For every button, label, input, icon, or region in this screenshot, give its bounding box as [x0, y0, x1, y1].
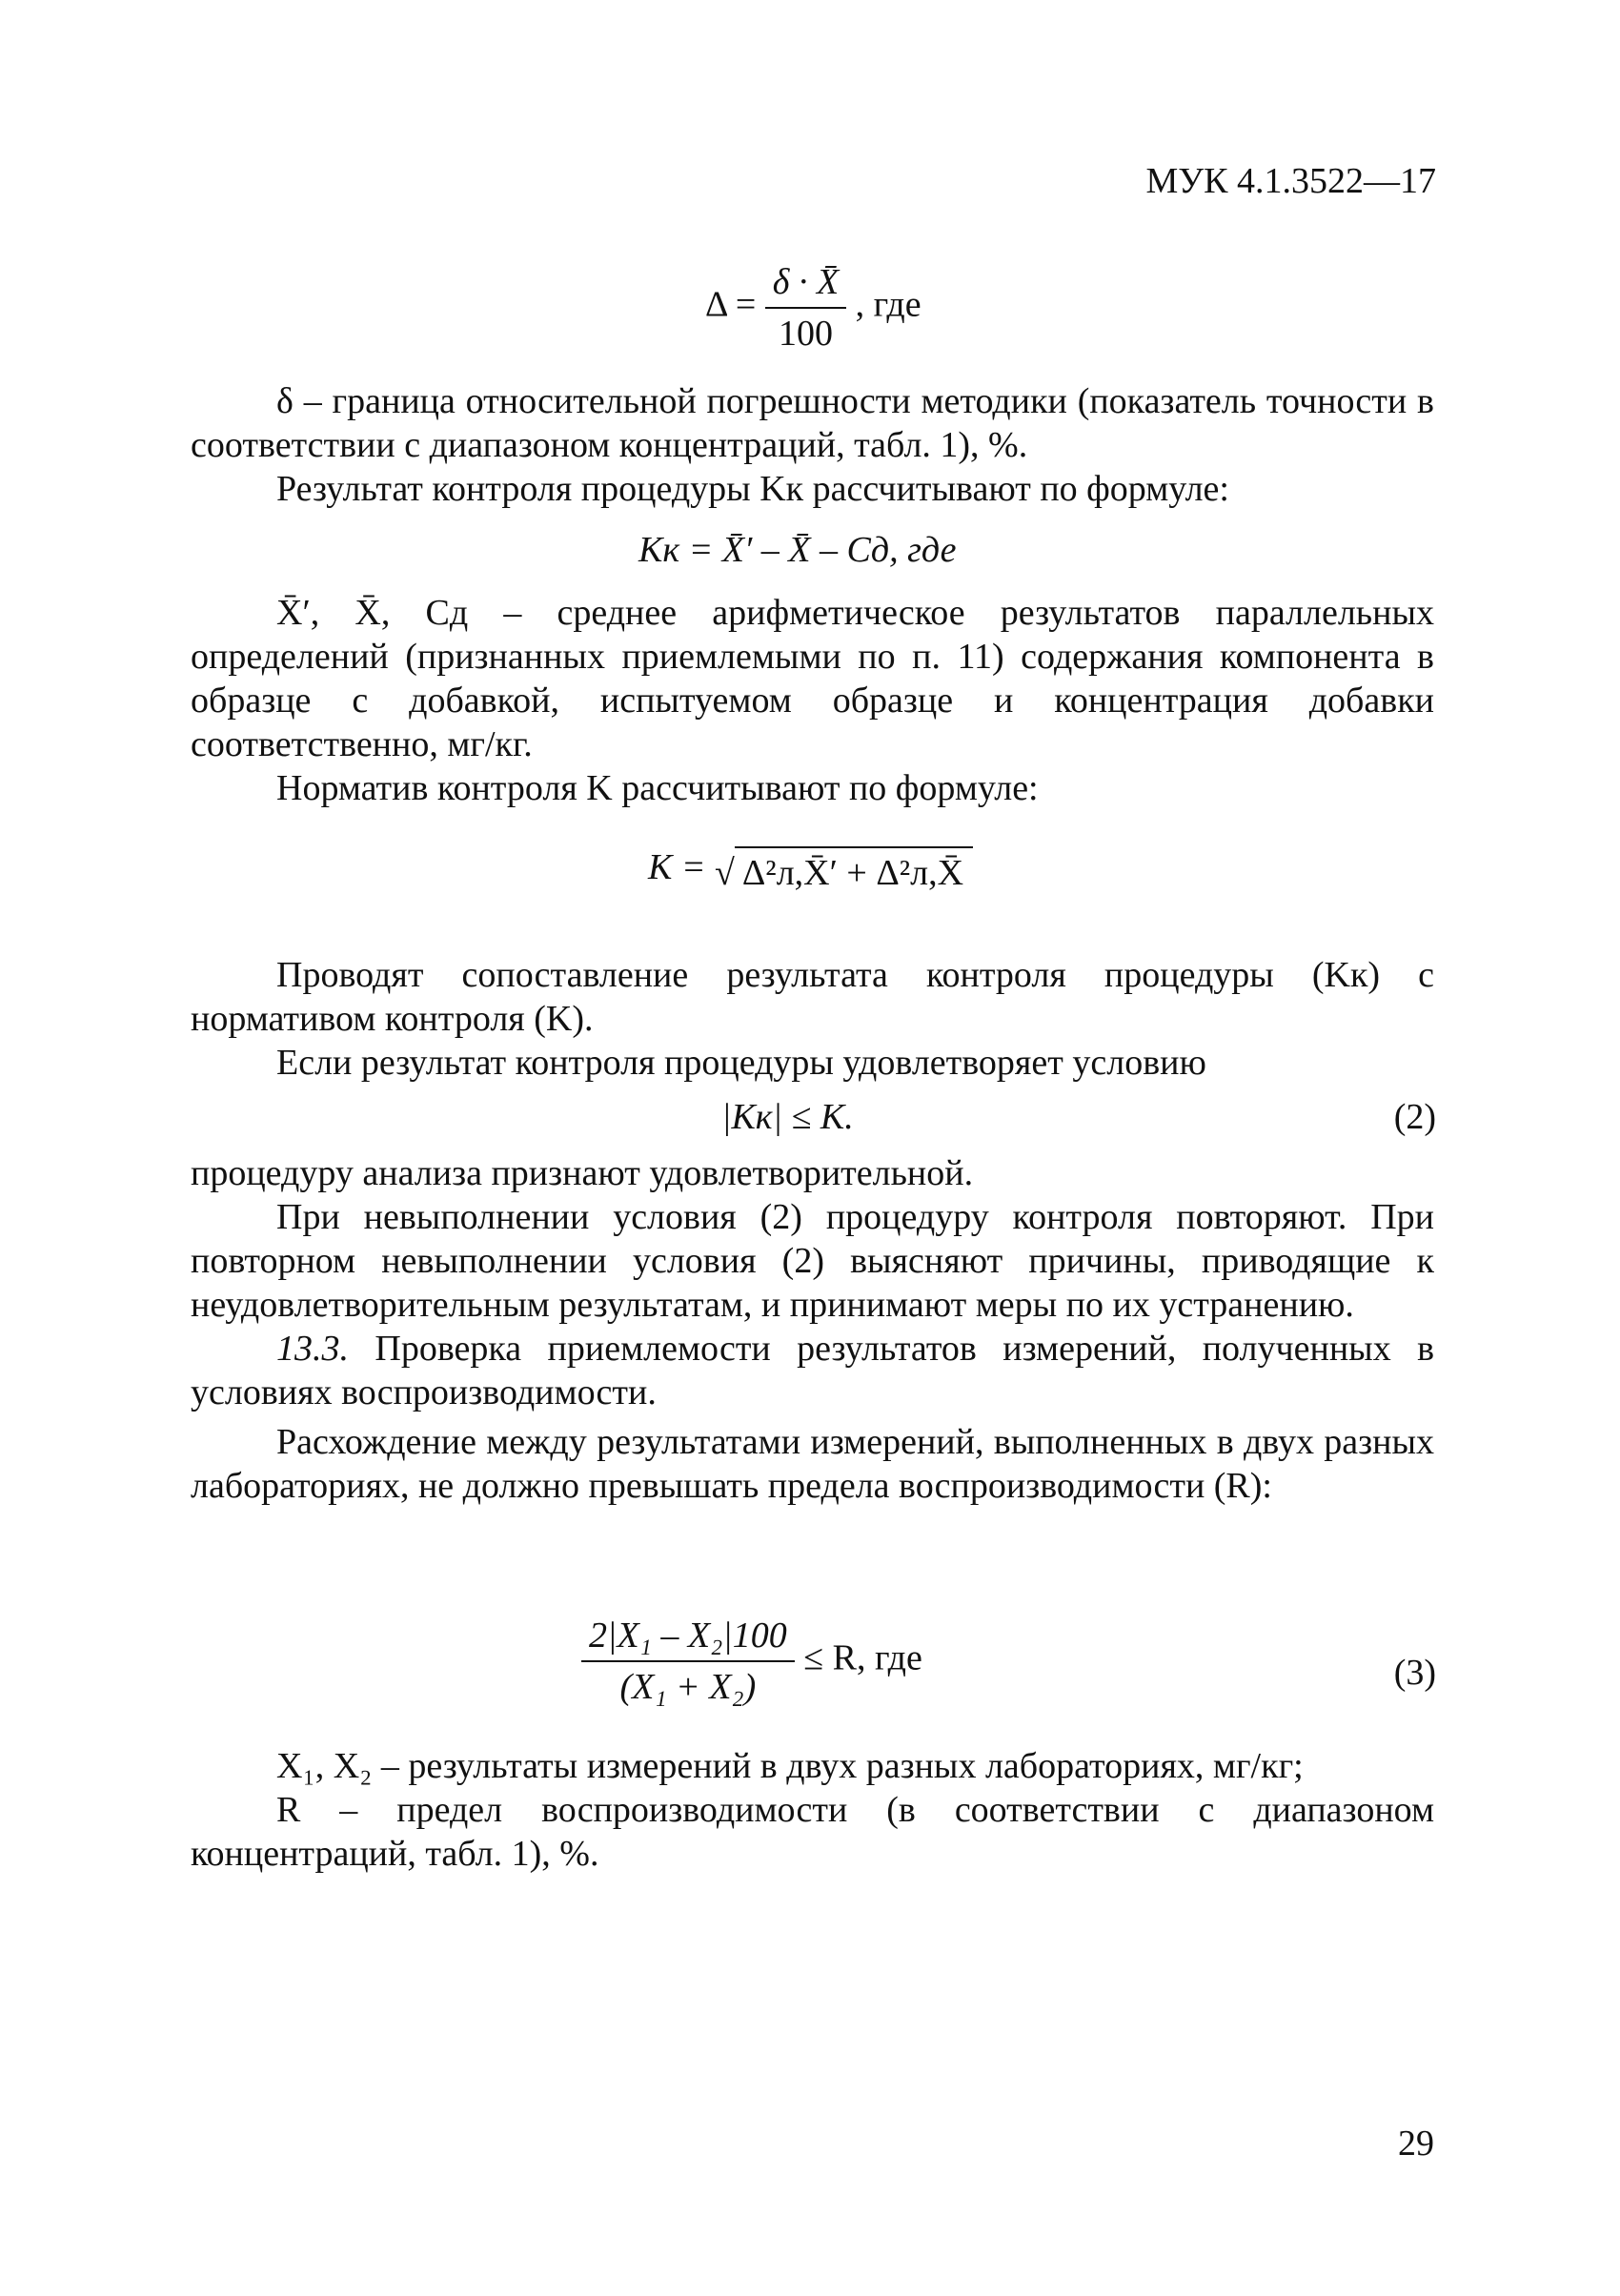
text-block-3 — [191, 953, 1434, 1085]
section-number: 13.3. — [276, 1329, 349, 1369]
formula-2: |Kк| ≤ K. — [721, 1097, 854, 1137]
formula-3-denominator: (X₁ + X₂) — [619, 1667, 757, 1707]
formula-delta-numerator: δ · X̄ — [765, 257, 846, 309]
text-block-2 — [191, 591, 1434, 810]
document-code: МУК 4.1.3522—17 — [1145, 161, 1436, 201]
text-block-5 — [191, 1744, 1434, 1876]
paragraph-x-definition: X₁, X₂ – результаты измерений в двух разных лабораториях, мг/кг; — [276, 1746, 1304, 1786]
formula-k-sqrt — [715, 846, 973, 894]
formula-k — [648, 846, 973, 894]
paragraph-r-definition: R – предел воспроизводимости (в соответствии с диапазоном концентраций, табл. 1), %. — [191, 1790, 1434, 1874]
radical-sign-icon: √ — [715, 853, 735, 894]
formula-kk: Kк = X̄′ – X̄ – Cд, где — [638, 530, 957, 570]
formula-3-numerator: 2|X₁ – X₂|100 — [581, 1611, 795, 1662]
formula-3-fraction — [581, 1611, 795, 1712]
equation-number-2: (2) — [1393, 1097, 1436, 1137]
formula-delta-denominator: 100 — [778, 314, 833, 354]
section-13-3 — [191, 1327, 1434, 1414]
formula-k-lhs: K = — [648, 847, 706, 887]
paragraph-norm-intro: Норматив контроля K рассчитывают по формуле: — [276, 768, 1039, 808]
formula-k-radicand: Δ²л,X̄′ + Δ²л,X̄ — [735, 846, 973, 894]
section-text: Проверка приемлемости результатов измерений, полученных в условиях воспроизводимости. — [191, 1329, 1435, 1412]
equation-number-3: (3) — [1393, 1653, 1436, 1693]
text-block-1 — [191, 379, 1434, 511]
formula-delta — [705, 257, 921, 358]
formula-delta-fraction — [765, 257, 846, 358]
paragraph-satisfactory: процедуру анализа признают удовлетворительной. — [191, 1153, 974, 1193]
text-block-4 — [191, 1151, 1434, 1508]
page-number: 29 — [1398, 2123, 1434, 2164]
paragraph-result-formula-intro: Результат контроля процедуры Kк рассчитывают по формуле: — [276, 469, 1229, 509]
formula-3-rhs: ≤ R, где — [803, 1637, 922, 1678]
paragraph-condition: Если результат контроля процедуры удовлетворяет условию — [276, 1043, 1206, 1083]
formula-delta-suffix: , где — [855, 284, 921, 325]
formula-3 — [581, 1611, 922, 1712]
paragraph-compare: Проводят сопоставление результата контроля процедуры (Kк) с нормативом контроля (K). — [191, 955, 1434, 1039]
paragraph-repeat: При невыполнении условия (2) процедуру контроля повторяют. При повторном невыполнении условия (2) выясняют причины, приводящие к неудовлетворительным результатам, и принимают меры по их устранению. — [191, 1197, 1434, 1325]
paragraph-discrepancy: Расхождение между результатами измерений, выполненных в двух разных лабораториях, не должно превышать предела воспроизводимости (R): — [191, 1422, 1434, 1506]
paragraph-delta-definition: δ – граница относительной погрешности методики (показатель точности в соответствии с диапазоном концентраций, табл. 1), %. — [191, 381, 1434, 465]
paragraph-kk-definition: X̄′, X̄, Cд – среднее арифметическое результатов параллельных определений (признанных приемлемыми по п. 11) содержания компонента в образце с добавкой, испытуемом образце и концентрация добавки соответственно, мг/кг. — [191, 593, 1434, 764]
formula-delta-lhs: Δ = — [705, 284, 757, 325]
